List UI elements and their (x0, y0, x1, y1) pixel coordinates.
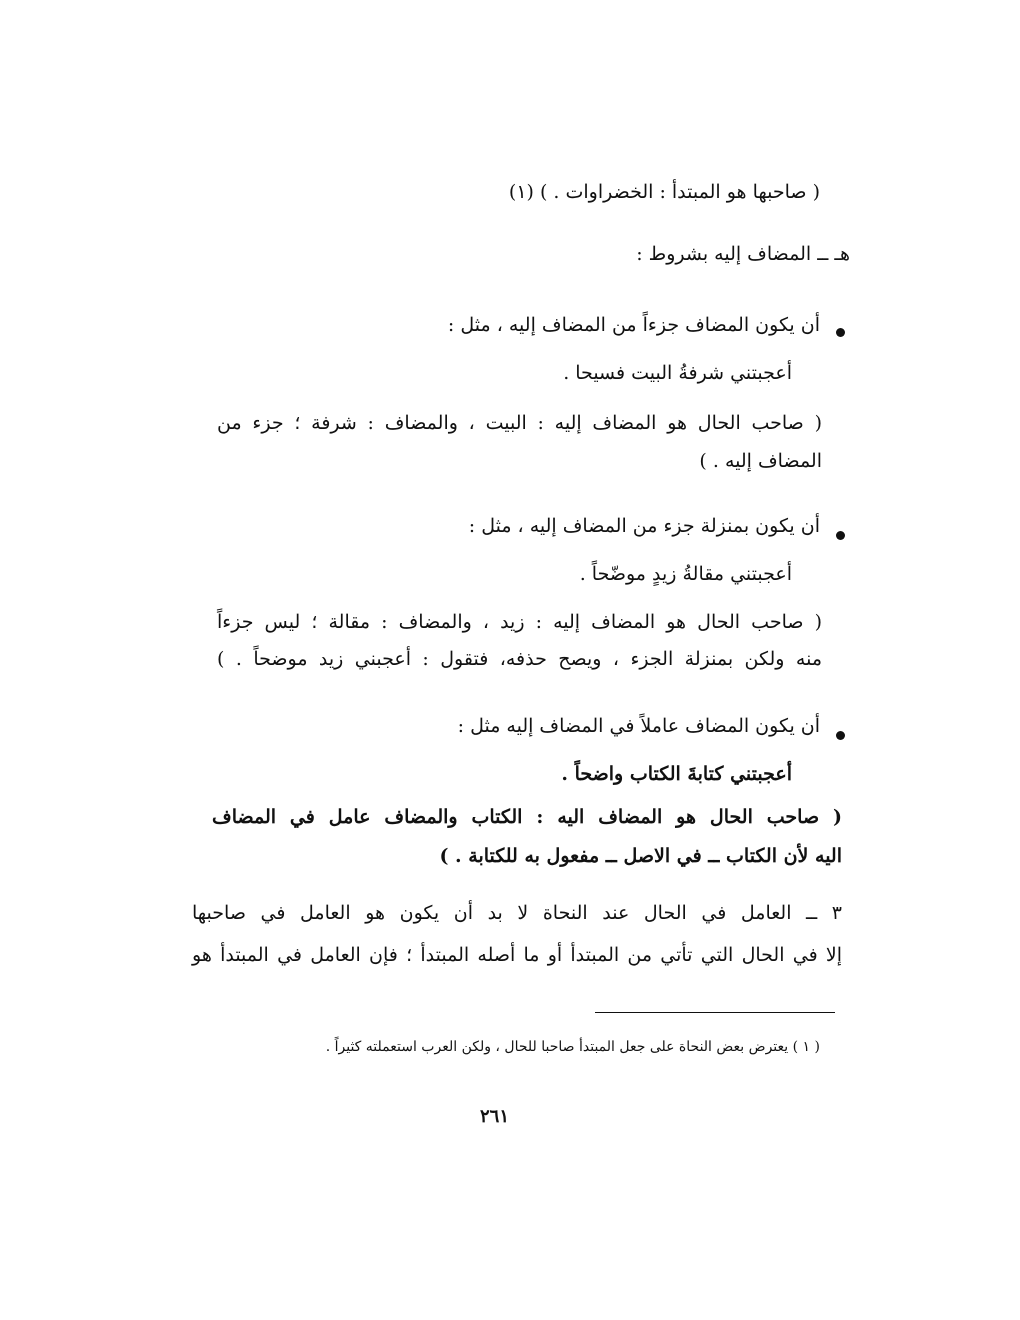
explanation-line: المضاف إليه . ) (699, 450, 822, 472)
paragraph-line: إلا في الحال التي تأتي من المبتدأ أو ما أصله المبتدأ ؛ فإن العامل في المبتدأ هو (192, 944, 842, 966)
text-line: ( صاحبها هو المبتدأ : الخضراوات . ) (١) (508, 181, 820, 203)
explanation-line: ( صاحب الحال هو المضاف إليه : زيد ، والمضاف : مقالة ؛ ليس جزءاً (217, 611, 822, 633)
explanation-line: منه ولكن بمنزلة الجزء ، ويصح حذفه، فتقول : أعجبني زيد موضحاً . ) (217, 648, 822, 670)
example-sentence: أعجبتني مقالةُ زيدٍ موضّحاً . (579, 563, 792, 585)
section-heading: هـ ــ المضاف إليه بشروط : (636, 243, 850, 265)
explanation-line: ( صاحب الحال هو المضاف إليه : البيت ، والمضاف : شرفة ؛ جزء من (217, 412, 822, 434)
bullet-icon (836, 731, 845, 740)
example-sentence: أعجبتني كتابةَ الكتاب واضحاً . (561, 763, 792, 785)
page-number: ٢٦١ (480, 1106, 510, 1127)
example-sentence: أعجبتني شرفةُ البيت فسيحا . (563, 362, 792, 384)
footnote: ( ١ ) يعترض بعض النحاة على جعل المبتدأ صاحبا للحال ، ولكن العرب استعملته كثيراً . (325, 1039, 820, 1055)
footnote-divider (595, 1012, 835, 1013)
condition-item: أن يكون بمنزلة جزء من المضاف إليه ، مثل : (468, 515, 820, 537)
bullet-icon (836, 531, 845, 540)
bullet-icon (836, 328, 845, 337)
explanation-line: اليه لأن الكتاب ــ في الاصل ــ مفعول به للكتابة . ) (439, 845, 842, 867)
condition-item: أن يكون المضاف جزءاً من المضاف إليه ، مثل : (447, 314, 820, 336)
condition-item: أن يكون المضاف عاملاً في المضاف إليه مثل : (457, 715, 820, 737)
explanation-line: ( صاحب الحال هو المضاف اليه : الكتاب والمضاف عامل في المضاف (212, 806, 842, 828)
paragraph-line: ٣ ــ العامل في الحال عند النحاة لا بد أن يكون هو العامل في صاحبها (192, 902, 842, 924)
